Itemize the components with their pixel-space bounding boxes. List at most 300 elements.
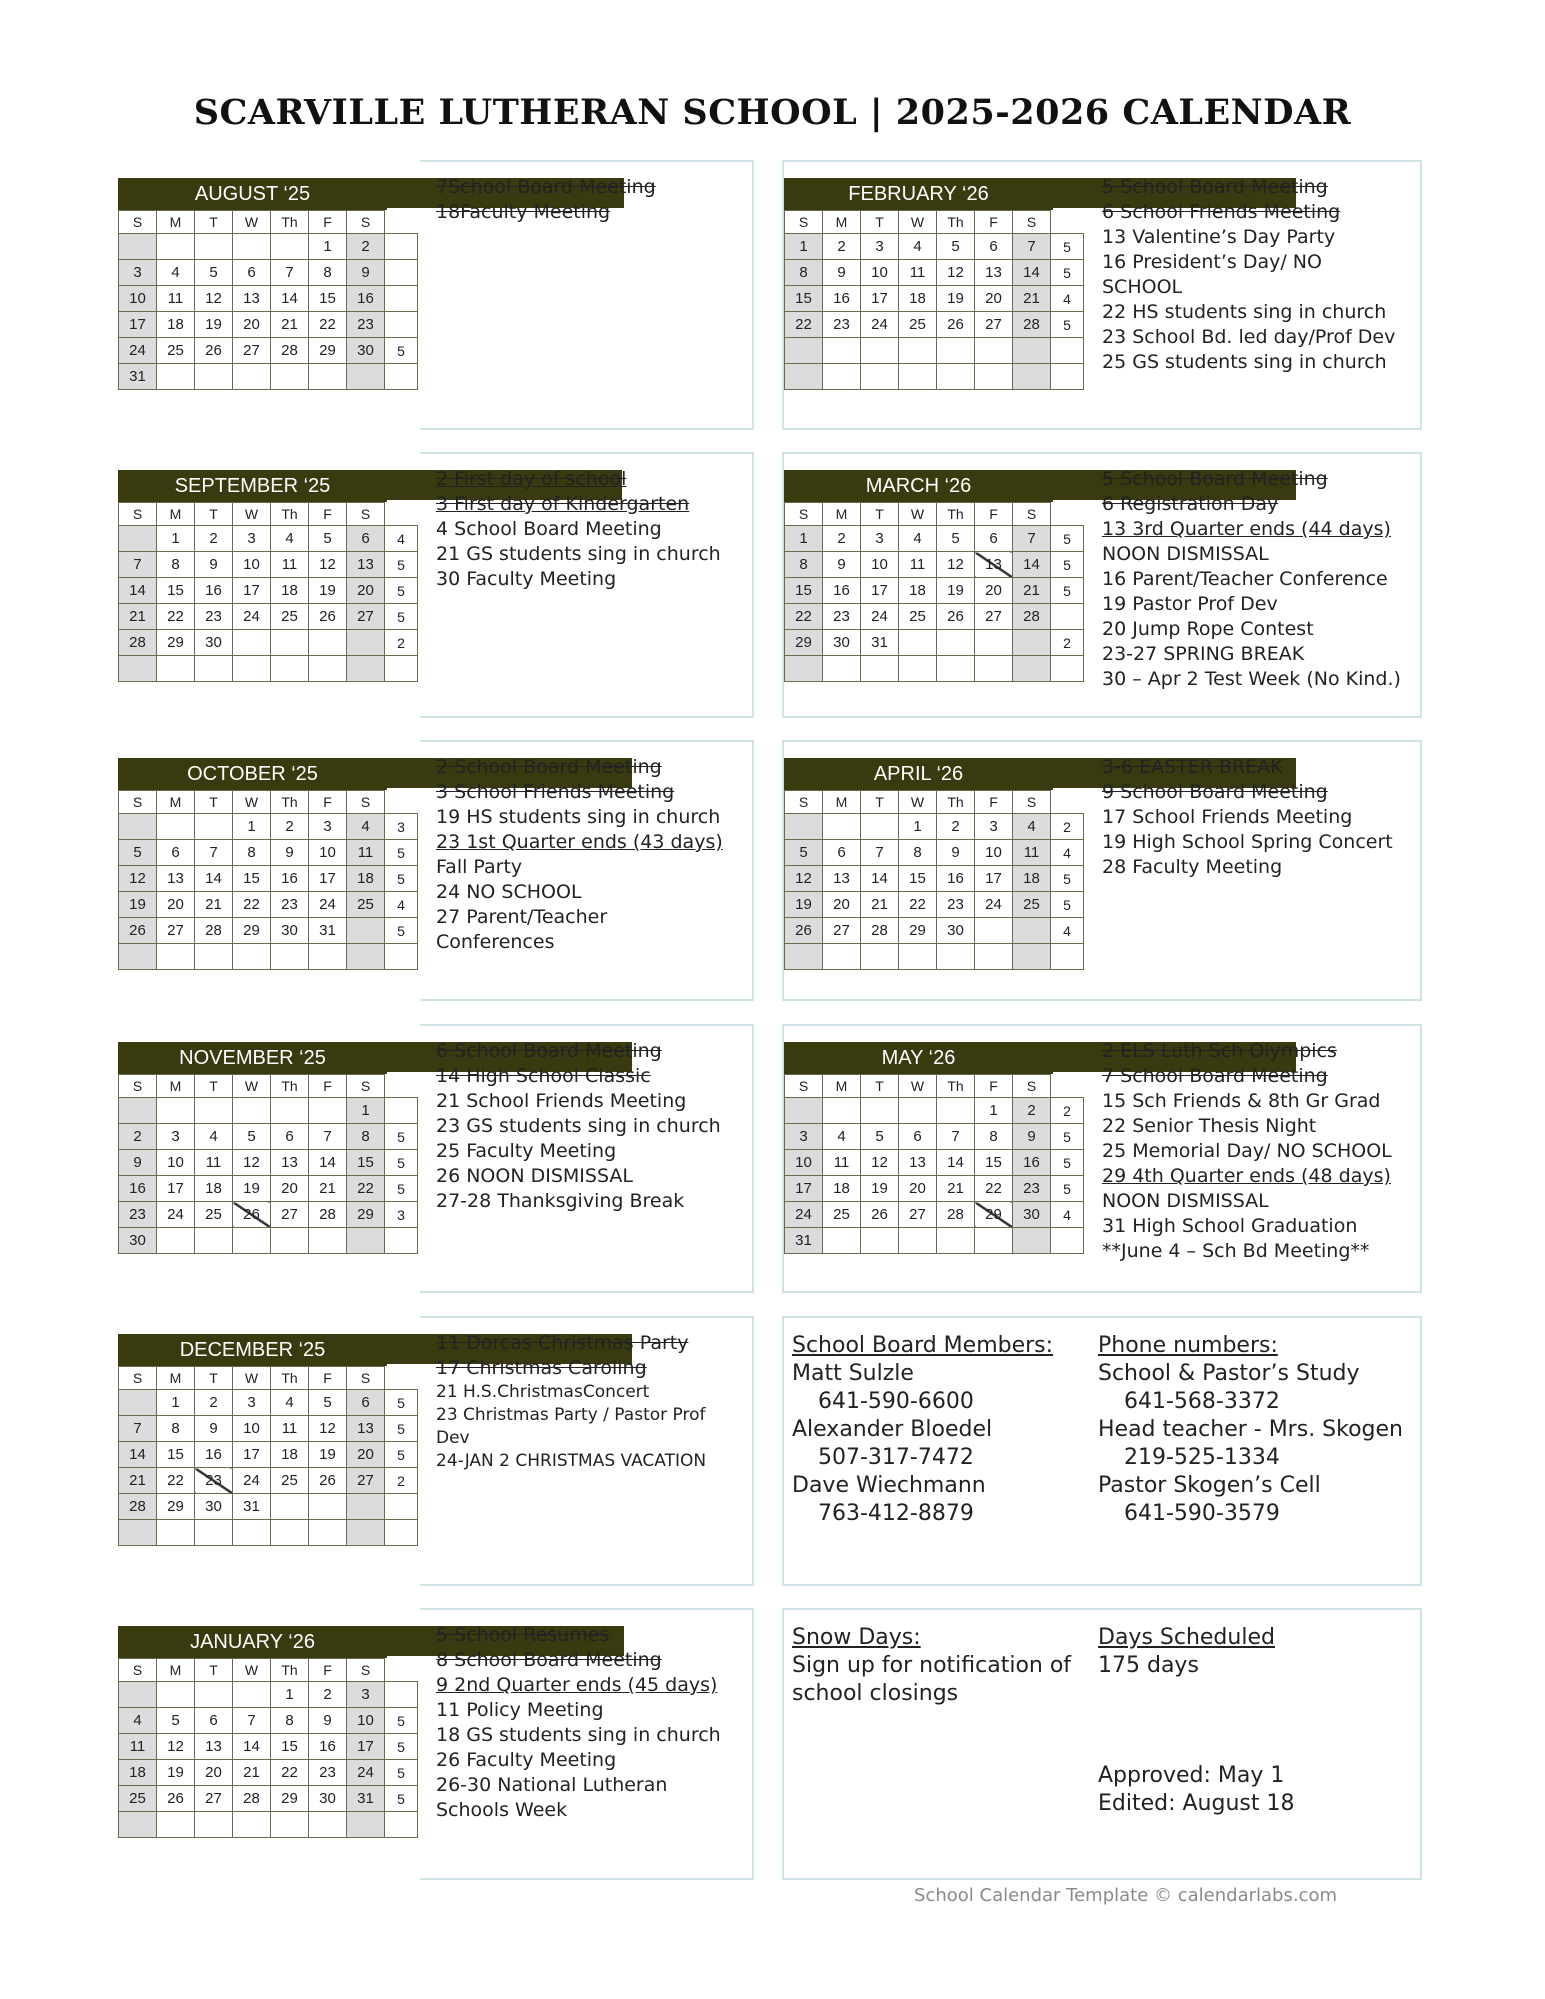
weekday-row bbox=[119, 1367, 418, 1390]
weekday-row bbox=[119, 211, 418, 234]
day-cell: 1 bbox=[785, 526, 823, 552]
event-note: 22 Senior Thesis Night bbox=[1102, 1115, 1317, 1137]
day-cell: 14 bbox=[119, 1442, 157, 1468]
day-cell: 11 bbox=[899, 552, 937, 578]
day-cell bbox=[1013, 630, 1051, 656]
day-cell: 29 bbox=[899, 918, 937, 944]
day-cell: 17 bbox=[309, 866, 347, 892]
day-cell: 8 bbox=[785, 260, 823, 286]
day-cell: 27 bbox=[347, 604, 385, 630]
day-cell: 23 bbox=[195, 1468, 233, 1494]
weekday-label: W bbox=[899, 211, 937, 234]
day-cell: 9 bbox=[195, 1416, 233, 1442]
event-note: 21 School Friends Meeting bbox=[436, 1090, 687, 1112]
day-cell: 21 bbox=[233, 1760, 271, 1786]
day-cell bbox=[233, 1098, 271, 1124]
week-row bbox=[785, 312, 1084, 338]
day-cell: 24 bbox=[861, 312, 899, 338]
day-cell: 29 bbox=[271, 1786, 309, 1812]
day-cell bbox=[899, 630, 937, 656]
month-title: SEPTEMBER ‘25 bbox=[174, 475, 331, 497]
day-cell: 26 bbox=[937, 604, 975, 630]
day-cell: 25 bbox=[157, 338, 195, 364]
day-cell bbox=[195, 1812, 233, 1838]
day-cell: 2 bbox=[195, 526, 233, 552]
day-cell: 9 bbox=[937, 840, 975, 866]
count-header bbox=[1051, 791, 1084, 814]
day-cell: 21 bbox=[937, 1176, 975, 1202]
approval-info bbox=[1098, 1762, 1295, 1818]
day-cell: 15 bbox=[347, 1150, 385, 1176]
day-cell: 1 bbox=[975, 1098, 1013, 1124]
day-cell: 4 bbox=[347, 814, 385, 840]
day-cell: 17 bbox=[233, 578, 271, 604]
weekday-label: W bbox=[233, 503, 271, 526]
week-row bbox=[785, 578, 1084, 604]
weekday-label: W bbox=[899, 791, 937, 814]
day-cell bbox=[937, 1228, 975, 1254]
day-cell: 28 bbox=[937, 1202, 975, 1228]
day-cell: 26 bbox=[309, 1468, 347, 1494]
month-events bbox=[436, 175, 656, 225]
count-header bbox=[385, 791, 418, 814]
day-cell: 6 bbox=[975, 526, 1013, 552]
day-cell: 31 bbox=[233, 1494, 271, 1520]
day-cell bbox=[347, 1812, 385, 1838]
month-header bbox=[118, 1626, 387, 1658]
day-cell: 10 bbox=[861, 260, 899, 286]
school-day-count: 5 bbox=[385, 840, 418, 866]
day-cell bbox=[823, 1228, 861, 1254]
month-events bbox=[436, 467, 721, 592]
month-grid bbox=[784, 502, 1084, 682]
event-note: SCHOOL bbox=[1102, 276, 1183, 298]
weekday-label: W bbox=[233, 1367, 271, 1390]
day-cell: 18 bbox=[271, 1442, 309, 1468]
day-cell: 29 bbox=[157, 630, 195, 656]
day-cell bbox=[785, 814, 823, 840]
day-cell bbox=[157, 234, 195, 260]
day-cell bbox=[975, 656, 1013, 682]
school-day-count bbox=[385, 1520, 418, 1546]
day-cell: 27 bbox=[271, 1202, 309, 1228]
day-cell: 14 bbox=[195, 866, 233, 892]
day-cell: 16 bbox=[271, 866, 309, 892]
weekday-label: S bbox=[119, 791, 157, 814]
day-cell bbox=[975, 1228, 1013, 1254]
day-cell: 18 bbox=[899, 286, 937, 312]
school-day-count: 5 bbox=[385, 1124, 418, 1150]
day-cell: 13 bbox=[975, 552, 1013, 578]
event-note: Schools Week bbox=[436, 1799, 568, 1821]
weekday-label: S bbox=[785, 503, 823, 526]
day-cell: 19 bbox=[157, 1760, 195, 1786]
day-cell bbox=[309, 1812, 347, 1838]
day-cell: 22 bbox=[975, 1176, 1013, 1202]
day-cell: 29 bbox=[157, 1494, 195, 1520]
day-cell: 19 bbox=[861, 1176, 899, 1202]
weekday-label: Th bbox=[271, 791, 309, 814]
day-cell bbox=[899, 1228, 937, 1254]
day-cell: 13 bbox=[899, 1150, 937, 1176]
day-cell: 3 bbox=[861, 234, 899, 260]
board-heading: School Board Members: bbox=[792, 1333, 1054, 1358]
month-header bbox=[118, 1334, 387, 1366]
weekday-label: M bbox=[157, 791, 195, 814]
month-calendar bbox=[118, 178, 418, 390]
weekday-label: Th bbox=[271, 1367, 309, 1390]
school-day-count: 4 bbox=[1051, 1202, 1084, 1228]
day-cell: 4 bbox=[823, 1124, 861, 1150]
weekday-label: S bbox=[347, 503, 385, 526]
day-cell: 25 bbox=[347, 892, 385, 918]
day-cell bbox=[899, 944, 937, 970]
day-cell: 30 bbox=[271, 918, 309, 944]
school-day-count bbox=[1051, 364, 1084, 390]
weekday-label: Th bbox=[271, 1075, 309, 1098]
week-row bbox=[119, 1708, 418, 1734]
day-cell: 18 bbox=[119, 1760, 157, 1786]
day-cell: 12 bbox=[309, 552, 347, 578]
school-day-count bbox=[385, 260, 418, 286]
weekday-label: S bbox=[119, 211, 157, 234]
day-cell: 4 bbox=[899, 234, 937, 260]
month-calendar bbox=[118, 758, 418, 970]
day-cell: 8 bbox=[785, 552, 823, 578]
day-cell bbox=[195, 944, 233, 970]
day-cell bbox=[233, 944, 271, 970]
month-title: FEBRUARY ‘26 bbox=[848, 183, 989, 205]
day-cell: 12 bbox=[195, 286, 233, 312]
day-cell: 2 bbox=[937, 814, 975, 840]
event-note: 30 – Apr 2 Test Week (No Kind.) bbox=[1102, 668, 1401, 690]
day-cell bbox=[195, 234, 233, 260]
day-cell: 3 bbox=[157, 1124, 195, 1150]
weekday-label: F bbox=[975, 1075, 1013, 1098]
week-row bbox=[785, 840, 1084, 866]
phone-number: 219-525-1334 bbox=[1124, 1445, 1280, 1470]
day-cell: 17 bbox=[861, 578, 899, 604]
day-cell: 8 bbox=[899, 840, 937, 866]
weekday-label: S bbox=[785, 1075, 823, 1098]
day-cell: 2 bbox=[119, 1124, 157, 1150]
day-cell: 21 bbox=[861, 892, 899, 918]
day-cell: 30 bbox=[309, 1786, 347, 1812]
day-cell: 7 bbox=[1013, 526, 1051, 552]
board-member-name: Matt Sulzle bbox=[792, 1361, 914, 1386]
day-cell: 5 bbox=[309, 1390, 347, 1416]
day-cell: 9 bbox=[271, 840, 309, 866]
school-day-count bbox=[385, 286, 418, 312]
day-cell bbox=[271, 1228, 309, 1254]
day-cell bbox=[119, 234, 157, 260]
snow-line: Sign up for notification of bbox=[792, 1653, 1072, 1678]
school-day-count bbox=[385, 364, 418, 390]
school-day-count: 5 bbox=[385, 578, 418, 604]
month-events bbox=[436, 755, 723, 955]
week-row bbox=[785, 1150, 1084, 1176]
weekday-label: M bbox=[157, 1659, 195, 1682]
day-cell: 19 bbox=[785, 892, 823, 918]
day-cell bbox=[233, 1682, 271, 1708]
school-day-count: 5 bbox=[385, 1786, 418, 1812]
weekday-row bbox=[785, 211, 1084, 234]
day-cell bbox=[823, 944, 861, 970]
day-cell: 26 bbox=[861, 1202, 899, 1228]
month-events bbox=[436, 1623, 721, 1823]
day-cell: 4 bbox=[899, 526, 937, 552]
week-row bbox=[119, 234, 418, 260]
day-cell: 18 bbox=[347, 866, 385, 892]
event-note: 5 School Board Meeting bbox=[1102, 176, 1328, 198]
month-header bbox=[118, 178, 387, 210]
weekday-label: S bbox=[347, 1367, 385, 1390]
day-cell: 29 bbox=[309, 338, 347, 364]
day-cell: 25 bbox=[1013, 892, 1051, 918]
day-cell: 23 bbox=[309, 1760, 347, 1786]
day-cell bbox=[975, 918, 1013, 944]
weekday-label: S bbox=[1013, 791, 1051, 814]
day-cell: 5 bbox=[937, 526, 975, 552]
day-cell: 1 bbox=[309, 234, 347, 260]
day-cell bbox=[785, 338, 823, 364]
day-cell bbox=[309, 944, 347, 970]
snow-days bbox=[792, 1624, 1071, 1708]
week-row bbox=[119, 338, 418, 364]
day-cell: 27 bbox=[975, 604, 1013, 630]
day-cell: 17 bbox=[861, 286, 899, 312]
week-row bbox=[119, 578, 418, 604]
school-day-count bbox=[385, 1228, 418, 1254]
days-scheduled bbox=[1098, 1624, 1275, 1680]
event-note: 13 Valentine’s Day Party bbox=[1102, 226, 1336, 248]
week-row bbox=[785, 630, 1084, 656]
event-note: 6 School Board Meeting bbox=[436, 1040, 662, 1062]
day-cell: 14 bbox=[309, 1150, 347, 1176]
event-note: 26-30 National Lutheran bbox=[436, 1774, 668, 1796]
weekday-label: Th bbox=[937, 211, 975, 234]
event-note: 21 H.S.ChristmasConcert bbox=[436, 1382, 650, 1402]
school-day-count: 5 bbox=[385, 338, 418, 364]
school-day-count bbox=[1051, 1228, 1084, 1254]
day-cell bbox=[823, 656, 861, 682]
day-cell: 1 bbox=[233, 814, 271, 840]
day-cell: 3 bbox=[233, 526, 271, 552]
week-row bbox=[119, 526, 418, 552]
week-row bbox=[119, 656, 418, 682]
event-note: 11 Dorcas Christmas Party bbox=[436, 1332, 689, 1354]
event-note: 4 School Board Meeting bbox=[436, 518, 662, 540]
day-cell bbox=[823, 814, 861, 840]
day-cell: 3 bbox=[233, 1390, 271, 1416]
edited-date: Edited: August 18 bbox=[1098, 1791, 1295, 1816]
count-header bbox=[1051, 503, 1084, 526]
weekday-label: S bbox=[1013, 211, 1051, 234]
day-cell bbox=[1013, 364, 1051, 390]
school-day-count: 2 bbox=[1051, 814, 1084, 840]
school-day-count: 2 bbox=[1051, 630, 1084, 656]
weekday-label: Th bbox=[937, 503, 975, 526]
event-note: 2 School Board Meeting bbox=[436, 756, 662, 778]
school-day-count bbox=[1051, 656, 1084, 682]
event-note: 25 GS students sing in church bbox=[1102, 351, 1387, 373]
event-note: 22 HS students sing in church bbox=[1102, 301, 1387, 323]
weekday-label: Th bbox=[271, 211, 309, 234]
day-cell: 9 bbox=[347, 260, 385, 286]
day-cell: 13 bbox=[157, 866, 195, 892]
day-cell: 6 bbox=[975, 234, 1013, 260]
school-day-count: 5 bbox=[385, 1176, 418, 1202]
month-grid bbox=[784, 790, 1084, 970]
day-cell bbox=[861, 364, 899, 390]
day-cell: 10 bbox=[157, 1150, 195, 1176]
week-row bbox=[119, 1760, 418, 1786]
weekday-label: S bbox=[119, 1659, 157, 1682]
event-note: 28 Faculty Meeting bbox=[1102, 856, 1283, 878]
day-cell: 11 bbox=[119, 1734, 157, 1760]
phone-number: 641-590-3579 bbox=[1124, 1501, 1280, 1526]
day-cell bbox=[157, 944, 195, 970]
weekday-label: S bbox=[347, 1075, 385, 1098]
day-cell: 6 bbox=[347, 526, 385, 552]
school-day-count: 5 bbox=[385, 1150, 418, 1176]
day-cell: 1 bbox=[157, 1390, 195, 1416]
day-cell: 1 bbox=[899, 814, 937, 840]
event-note: 23 GS students sing in church bbox=[436, 1115, 721, 1137]
day-cell: 3 bbox=[309, 814, 347, 840]
day-cell bbox=[937, 630, 975, 656]
count-header bbox=[385, 1075, 418, 1098]
day-cell: 27 bbox=[195, 1786, 233, 1812]
weekday-row bbox=[119, 503, 418, 526]
day-cell bbox=[347, 630, 385, 656]
board-member-name: Alexander Bloedel bbox=[792, 1417, 993, 1442]
day-cell bbox=[785, 944, 823, 970]
day-cell bbox=[309, 1228, 347, 1254]
day-cell bbox=[119, 1812, 157, 1838]
weekday-label: T bbox=[861, 211, 899, 234]
event-note: 18Faculty Meeting bbox=[436, 201, 611, 223]
week-row bbox=[119, 1494, 418, 1520]
day-cell bbox=[157, 814, 195, 840]
day-cell: 13 bbox=[347, 1416, 385, 1442]
day-cell: 15 bbox=[157, 578, 195, 604]
month-grid bbox=[118, 1658, 418, 1838]
day-cell: 16 bbox=[347, 286, 385, 312]
day-cell: 28 bbox=[309, 1202, 347, 1228]
day-cell: 18 bbox=[823, 1176, 861, 1202]
month-calendar bbox=[118, 470, 418, 682]
event-note: NOON DISMISSAL bbox=[1102, 543, 1269, 565]
days-value: 175 days bbox=[1098, 1653, 1199, 1678]
day-cell: 16 bbox=[1013, 1150, 1051, 1176]
day-cell: 9 bbox=[823, 260, 861, 286]
week-row bbox=[119, 1734, 418, 1760]
day-cell: 11 bbox=[195, 1150, 233, 1176]
school-day-count: 4 bbox=[385, 892, 418, 918]
week-row bbox=[785, 286, 1084, 312]
weekday-label: F bbox=[975, 791, 1013, 814]
event-note: 25 Faculty Meeting bbox=[436, 1140, 617, 1162]
event-note: 5 School Resumes bbox=[436, 1624, 610, 1646]
week-row bbox=[119, 1682, 418, 1708]
event-note: 6 Registration Day bbox=[1102, 493, 1279, 515]
day-cell: 3 bbox=[785, 1124, 823, 1150]
day-cell: 4 bbox=[195, 1124, 233, 1150]
day-cell bbox=[937, 364, 975, 390]
day-cell: 31 bbox=[861, 630, 899, 656]
event-note: **June 4 – Sch Bd Meeting** bbox=[1102, 1240, 1370, 1262]
day-cell bbox=[861, 656, 899, 682]
snow-heading: Snow Days: bbox=[792, 1625, 921, 1650]
day-cell: 25 bbox=[195, 1202, 233, 1228]
weekday-label: T bbox=[195, 503, 233, 526]
school-day-count bbox=[1051, 604, 1084, 630]
day-cell: 3 bbox=[119, 260, 157, 286]
day-cell: 19 bbox=[195, 312, 233, 338]
school-day-count bbox=[385, 234, 418, 260]
day-cell bbox=[119, 944, 157, 970]
day-cell: 24 bbox=[233, 1468, 271, 1494]
event-note: 25 Memorial Day/ NO SCHOOL bbox=[1102, 1140, 1392, 1162]
month-events bbox=[436, 1331, 706, 1473]
weekday-label: S bbox=[785, 791, 823, 814]
day-cell bbox=[119, 1098, 157, 1124]
weekday-label: T bbox=[195, 1075, 233, 1098]
school-day-count bbox=[385, 1494, 418, 1520]
day-cell: 16 bbox=[823, 578, 861, 604]
day-cell: 6 bbox=[347, 1390, 385, 1416]
day-cell: 20 bbox=[823, 892, 861, 918]
week-row bbox=[119, 1416, 418, 1442]
month-header bbox=[784, 470, 1053, 502]
week-row bbox=[785, 552, 1084, 578]
event-note: 13 3rd Quarter ends (44 days) bbox=[1102, 518, 1391, 540]
weekday-label: S bbox=[347, 791, 385, 814]
day-cell: 23 bbox=[937, 892, 975, 918]
day-cell bbox=[309, 364, 347, 390]
day-cell bbox=[1013, 338, 1051, 364]
month-calendar bbox=[118, 1334, 418, 1546]
day-cell: 3 bbox=[347, 1682, 385, 1708]
day-cell bbox=[233, 1228, 271, 1254]
day-cell bbox=[271, 944, 309, 970]
week-row bbox=[119, 1786, 418, 1812]
day-cell: 26 bbox=[195, 338, 233, 364]
school-day-count: 5 bbox=[1051, 1124, 1084, 1150]
day-cell bbox=[271, 234, 309, 260]
day-cell: 10 bbox=[861, 552, 899, 578]
week-row bbox=[119, 1390, 418, 1416]
event-note: 17 Christmas Caroling bbox=[436, 1357, 647, 1379]
day-cell bbox=[119, 1682, 157, 1708]
day-cell: 20 bbox=[233, 312, 271, 338]
week-row bbox=[785, 814, 1084, 840]
day-cell: 23 bbox=[1013, 1176, 1051, 1202]
day-cell: 15 bbox=[785, 286, 823, 312]
day-cell bbox=[823, 338, 861, 364]
day-cell: 3 bbox=[861, 526, 899, 552]
month-header bbox=[784, 758, 1053, 790]
day-cell: 7 bbox=[937, 1124, 975, 1150]
week-row bbox=[119, 604, 418, 630]
weekday-row bbox=[785, 791, 1084, 814]
school-day-count: 5 bbox=[385, 1416, 418, 1442]
day-cell: 16 bbox=[195, 578, 233, 604]
weekday-label: F bbox=[309, 1367, 347, 1390]
day-cell: 21 bbox=[119, 1468, 157, 1494]
week-row bbox=[119, 630, 418, 656]
